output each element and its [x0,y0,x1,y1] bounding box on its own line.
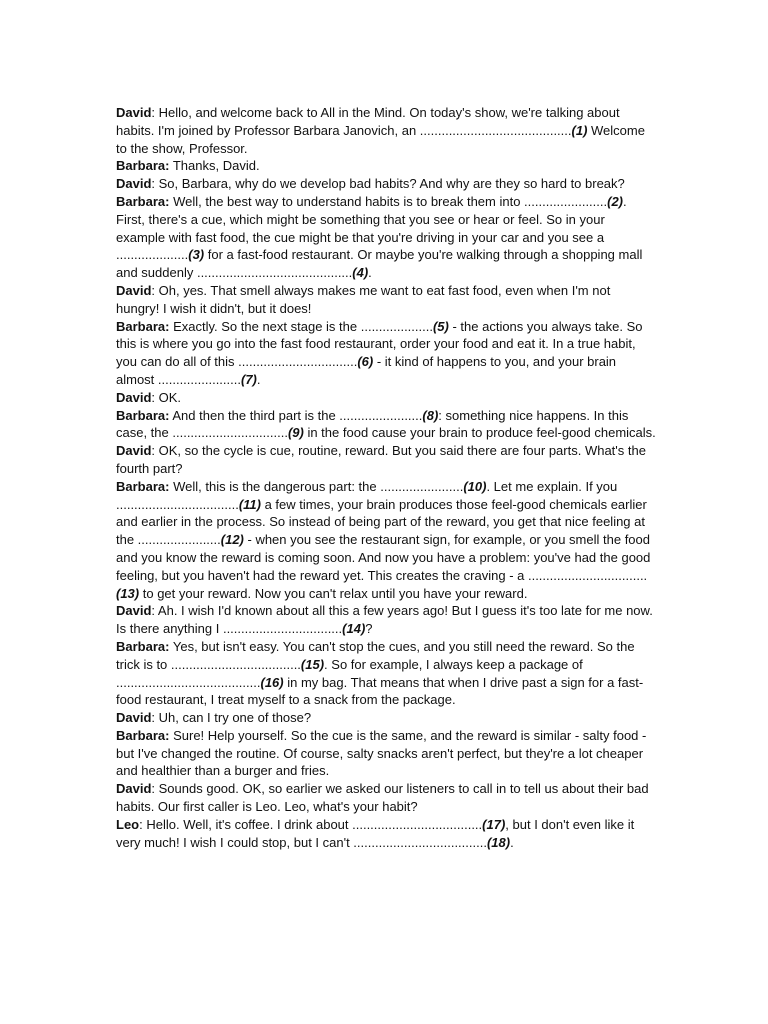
transcript-line [116,727,656,780]
dialogue-text: - when you see the restaurant sign, for example, or you smell the food and you know the reward is coming soon. And now you have a problem: you've had the good feeling, but you haven't had the reward yet. This creates the craving - a ................................. [116,532,651,583]
transcript-line [116,157,656,175]
speaker-name: David [116,282,152,298]
gap-number: (2) [607,193,624,209]
dialogue-text: So, Barbara, why do we develop bad habits? And why are they so hard to break? [158,176,625,192]
transcript-line [116,780,656,816]
gap-number: (1) [571,122,588,138]
speaker-name: Leo [116,816,140,832]
dialogue-text: Ah. I wish I'd known about all this a few years ago! But I guess it's too late for me now. Is there anything I ................................. [116,603,653,637]
speaker-name: David [116,176,152,192]
transcript-line [116,442,656,478]
dialogue-text: . So for example, I always keep a package of ........................................ [116,656,583,690]
dialogue-text: . [368,265,372,281]
dialogue-text: Uh, can I try one of those? [158,710,312,726]
gap-number: (18) [486,834,511,850]
transcript-line [116,318,656,389]
speaker-name: David [116,389,152,405]
gap-number: (14) [342,621,366,637]
dialogue-text: . [510,834,514,850]
dialogue-text: Welcome to the show, Professor. [116,122,645,156]
transcript-line [116,709,656,727]
dialogue-text: : something nice happens. In this case, the ................................ [116,407,629,441]
dialogue-text: Hello. Well, it's coffee. I drink about .................................... [146,816,483,832]
speaker-separator: : [151,176,159,192]
dialogue-text: OK. [158,389,182,405]
transcript-line [116,816,656,852]
transcript-line [116,389,656,407]
speaker-name: David [116,443,152,459]
transcript-line [116,175,656,193]
dialogue-text: for a fast-food restaurant. Or maybe you're walking through a shopping mall and suddenly ........................................... [116,247,643,281]
dialogue-text: Thanks, David. [172,158,260,174]
speaker-separator: : [151,781,159,797]
speaker-separator: : [139,816,147,832]
dialogue-text: . [256,371,261,387]
dialogue-text: Yes, but isn't easy. You can't stop the cues, and you still need the reward. So the trick is to .................................... [116,638,635,672]
gap-number: (7) [240,371,257,387]
dialogue-text: Sure! Help yourself. So the cue is the same, and the reward is similar - salty food - but I've changed the routine. Of course, salty snacks aren't perfect, but they're a lot cheaper and healthier than a burger and fries. [116,727,647,779]
gap-number: (4) [352,265,369,281]
speaker-separator: : [151,282,159,298]
speaker-separator: : [151,603,158,619]
transcript-line [116,407,656,443]
gap-number: (3) [188,247,205,263]
dialogue-text: - it kind of happens to you, and your brain almost ....................... [116,354,617,387]
transcript-line [116,602,656,638]
dialogue-text: , but I don't even like it very much! I wish I could stop, but I can't ..................................... [116,816,635,850]
transcript-line [116,104,656,157]
dialogue-text: Oh, yes. That smell always makes me want to eat fast food, even when I'm not hungry! I wish it didn't, but it does! [116,282,611,316]
dialogue-text: . Let me explain. If you .................................. [116,478,618,512]
dialogue-text: a few times, your brain produces those feel-good chemicals earlier and earlier in the process. So instead of being part of the reward, you get that nice feeling at the ....................... [116,496,647,548]
gap-number: (10) [463,478,487,494]
gap-number: (6) [357,354,374,370]
speaker-name: Barbara: [116,407,170,423]
speaker-separator: : [151,710,159,726]
dialogue-text: . First, there's a cue, which might be something that you see or hear or feel. So in your example with fast food, the cue might be that you're driving in your car and you see a .................... [116,193,627,263]
speaker-name: Barbara: [116,193,170,209]
dialogue-text: ? [365,621,373,637]
transcript-line [116,193,656,282]
dialogue-text: in my bag. That means that when I drive past a sign for a fast-food restaurant, I treat myself to a snack from the package. [116,674,644,708]
dialogue-text: to get your reward. Now you can't relax until you have your reward. [139,585,528,601]
dialogue-text: OK, so the cycle is cue, routine, reward. But you said there are four parts. What's the fourth part? [116,443,646,476]
speaker-separator: : [151,443,159,459]
gap-number: (9) [287,425,304,441]
dialogue-text: Well, the best way to understand habits is to break them into ....................... [173,193,608,209]
speaker-name: Barbara: [116,318,170,334]
speaker-name: Barbara: [116,727,170,743]
dialogue-text: And then the third part is the ....................... [172,407,423,423]
transcript-line [116,638,656,709]
dialogue-text: Exactly. So the next stage is the .................... [173,318,433,334]
gap-number: (15) [300,656,325,672]
speaker-name: Barbara: [116,158,170,174]
dialogue-text: in the food cause your brain to produce feel-good chemicals. [303,425,656,441]
gap-number: (8) [422,407,439,423]
speaker-name: David [116,603,152,619]
speaker-separator: : [151,389,159,405]
dialogue-text: - the actions you always take. So this is where you go into the fast food restaurant, order your food and eat it. In a true habit, you can do all of this ................................. [116,318,643,370]
gap-number: (12) [220,532,244,548]
dialogue-text: Well, this is the dangerous part: the ....................... [173,478,464,494]
transcript-line [116,282,656,318]
speaker-name: David [116,781,152,797]
gap-number: (13) [116,585,140,601]
gap-number: (5) [432,318,449,334]
speaker-name: Barbara: [116,638,170,654]
speaker-name: David [116,710,152,726]
gap-number: (17) [482,816,506,832]
speaker-name: David [116,105,152,120]
dialogue-text: Sounds good. OK, so earlier we asked our listeners to call in to tell us about their bad habits. Our first caller is Leo. Leo, what's your habit? [116,781,649,815]
dialogue-text: Hello, and welcome back to All in the Mind. On today's show, we're talking about habits. I'm joined by Professor Barbara Janovich, an .......................................... [116,105,620,138]
speaker-name: Barbara: [116,478,170,494]
transcript-line [116,478,656,603]
gap-number: (16) [260,674,284,690]
transcript-document [116,104,656,851]
gap-number: (11) [238,496,261,512]
speaker-separator: : [151,105,159,120]
